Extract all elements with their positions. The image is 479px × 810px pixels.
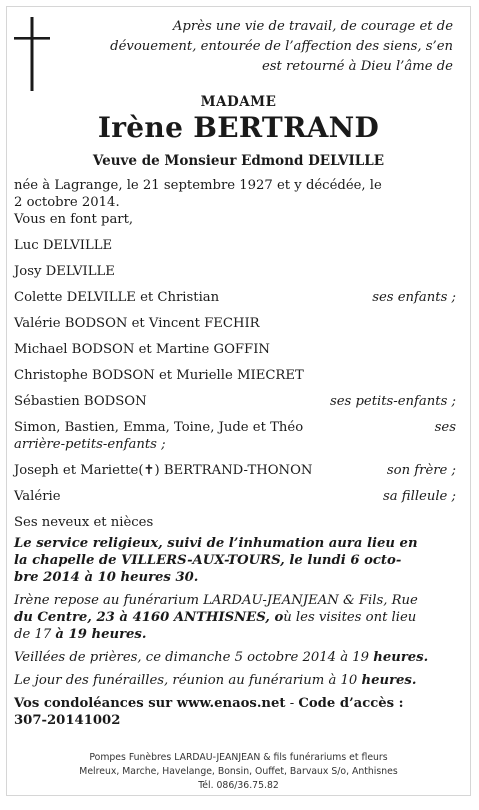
family-row [14,237,456,254]
family-name: Simon, Bastien, Emma, Toine, Jude et Théo [14,420,304,435]
service-text [14,535,456,586]
family-row [14,315,456,332]
funerarium-line [14,609,456,626]
funerarium-line [14,626,456,643]
birth-line: 2 octobre 2014. [14,195,120,210]
intro-line: Après une vie de travail, de courage et de [172,19,453,34]
family-row [14,263,456,280]
funerarium-line: Irène repose au funérarium LARDAU-JEANJEAN & Fils, Rue [14,593,418,608]
honorific: MADAME [200,94,277,110]
family-relation: ses petits-enfants ; [329,394,456,409]
meeting-line [14,672,456,689]
family-relation: sa filleule ; [382,489,456,504]
notice-body [14,177,456,729]
family-name: Valérie BODSON et Vincent FECHIR [14,316,260,331]
family-relation: ses enfants ; [372,290,456,305]
access-code: 307-20141002 [14,713,121,728]
intro-line: dévouement, entourée de l’affection des siens, s’en [110,39,453,54]
nephews-line: Ses neveux et nièces [14,515,154,530]
funeral-home-footer [7,751,470,793]
funerarium-visits: ù les visites ont lieu [283,610,417,625]
family-row [14,367,456,384]
family-row [14,289,456,306]
access-code-label: Code d’accès : [298,696,404,711]
family-row [14,419,456,436]
deceased-name: Irène BERTRAND [97,111,380,144]
prayers-line [14,649,456,666]
service-line: Le service religieux, suivi de l’inhumation aura lieu en [14,536,418,551]
prayers-hours: heures. [373,650,429,665]
funerarium-text [14,592,456,643]
announce-line: Vous en font part, [14,212,134,227]
visit-to: à 19 heures. [55,627,147,642]
family-relation: son frère ; [386,463,456,478]
family-relation: ses [434,420,456,435]
footer-line: Melreux, Marche, Havelange, Bonsin, Ouffet, Barvaux S/o, Anthisnes [79,766,398,777]
family-row [14,341,456,358]
family-name: Joseph et Mariette(✝) BERTRAND-THONON [14,463,313,478]
intro-line: est retourné à Dieu l’âme de [261,59,453,74]
family-relation-continued: arrière-petits-enfants ; [14,437,166,452]
family-name: Sébastien BODSON [14,394,147,409]
condolences-text [14,695,456,729]
family-name: Josy DELVILLE [14,264,115,279]
condolences-separator: - [285,696,299,711]
footer-line: Pompes Funèbres LARDAU-JEANJEAN & fils funérariums et fleurs [89,752,388,763]
cross-icon [14,17,50,91]
family-name: Valérie [14,489,61,504]
obituary-notice [6,6,471,796]
family-name: Christophe BODSON et Murielle MIECRET [14,368,304,383]
footer-line: Tél. 086/36.75.82 [198,780,279,791]
family-row [14,393,456,410]
family-name: Luc DELVILLE [14,238,113,253]
prayers-text: Veillées de prières, ce dimanche 5 octobre 2014 à 19 [14,650,374,665]
family-name: Colette DELVILLE et Christian [14,290,220,305]
widow-of: Veuve de Monsieur Edmond DELVILLE [92,153,385,169]
family-row [14,488,456,505]
birth-line: née à Lagrange, le 21 septembre 1927 et y décédée, le [14,178,382,193]
meeting-text: Le jour des funérailles, réunion au funérarium à 10 [14,673,362,688]
condolences-line [14,695,456,712]
service-line: la chapelle de VILLERS-AUX-TOURS, le lundi 6 octo- [14,553,402,568]
funerarium-address: du Centre, 23 à 4160 ANTHISNES, o [14,610,284,625]
condolences-site: Vos condoléances sur www.enaos.net [14,696,286,711]
visit-from: de 17 [14,627,56,642]
family-row [14,462,456,479]
intro-text [93,17,453,77]
meeting-hours: heures. [361,673,417,688]
family-name: Michael BODSON et Martine GOFFIN [14,342,270,357]
service-line: bre 2014 à 10 heures 30. [14,570,199,585]
